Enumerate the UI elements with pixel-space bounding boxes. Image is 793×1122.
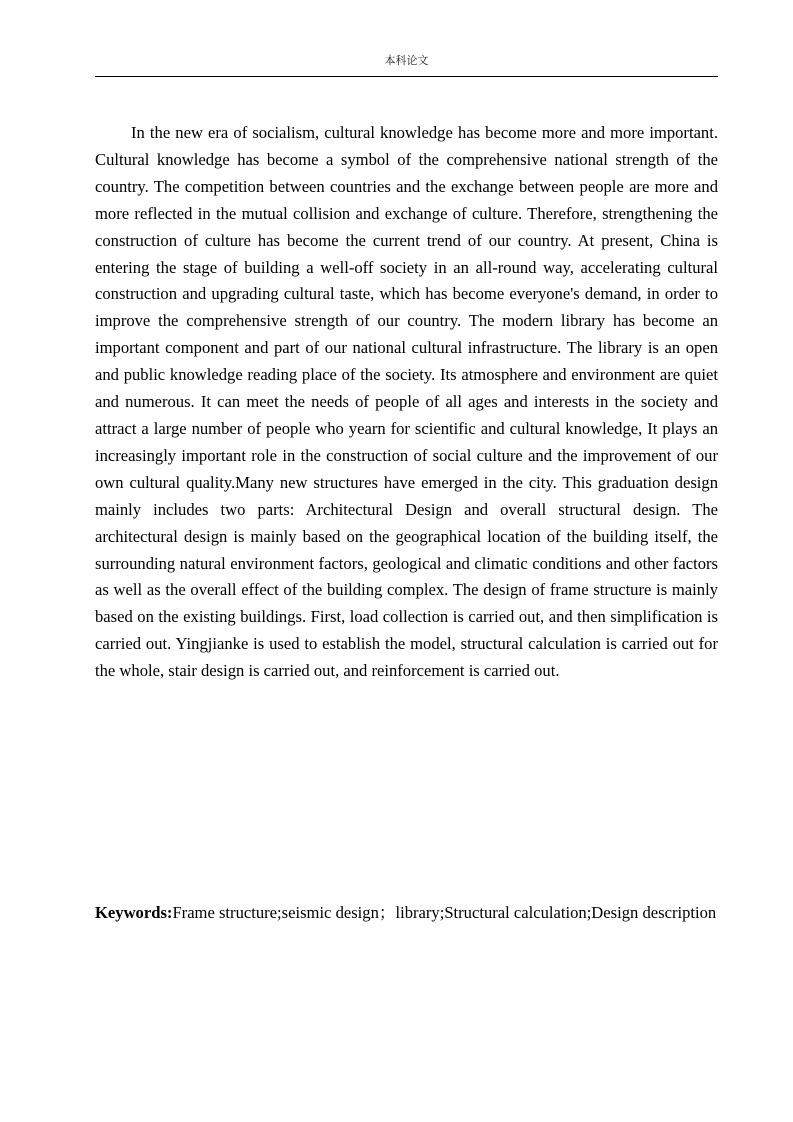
keywords-text: Frame structure;seismic design；library;Structural calculation;Design description: [172, 903, 717, 922]
keywords-label: Keywords:: [95, 903, 173, 922]
header-title: 本科论文: [384, 54, 429, 67]
keywords-line: [95, 898, 718, 927]
abstract-body: In the new era of socialism, cultural knowledge has become more and more important. Cultural knowledge has become a symbol of the comprehensive national strength of the country. The competition between countries and the exchange between people are more and more reflected in the mutual collision and exchange of culture. Therefore, strengthening the construction of culture has become the current trend of our country. At present, China is entering the stage of building a well-off society in an all-round way, accelerating cultural construction and upgrading cultural taste, which has become everyone's demand, in order to improve the comprehensive strength of our country. The modern library has become an important component and part of our national cultural infrastructure. The library is an open and public knowledge reading place of the society. Its atmosphere and environment are quiet and numerous. It can meet the needs of people of all ages and interests in the society and attract a large number of people who yearn for scientific and cultural knowledge, It plays an increasingly important role in the construction of social culture and the improvement of our own cultural quality.Many new structures have emerged in the city. This graduation design mainly includes two parts: Architectural Design and overall structural design. The architectural design is mainly based on the geographical location of the building itself, the surrounding natural environment factors, geological and climatic conditions and other factors as well as the overall effect of the building complex. The design of frame structure is mainly based on the existing buildings. First, load collection is carried out, and then simplification is carried out. Yingjianke is used to establish the model, structural calculation is carried out for the whole, stair design is carried out, and reinforcement is carried out.: [95, 123, 718, 681]
page-header: [95, 54, 718, 77]
